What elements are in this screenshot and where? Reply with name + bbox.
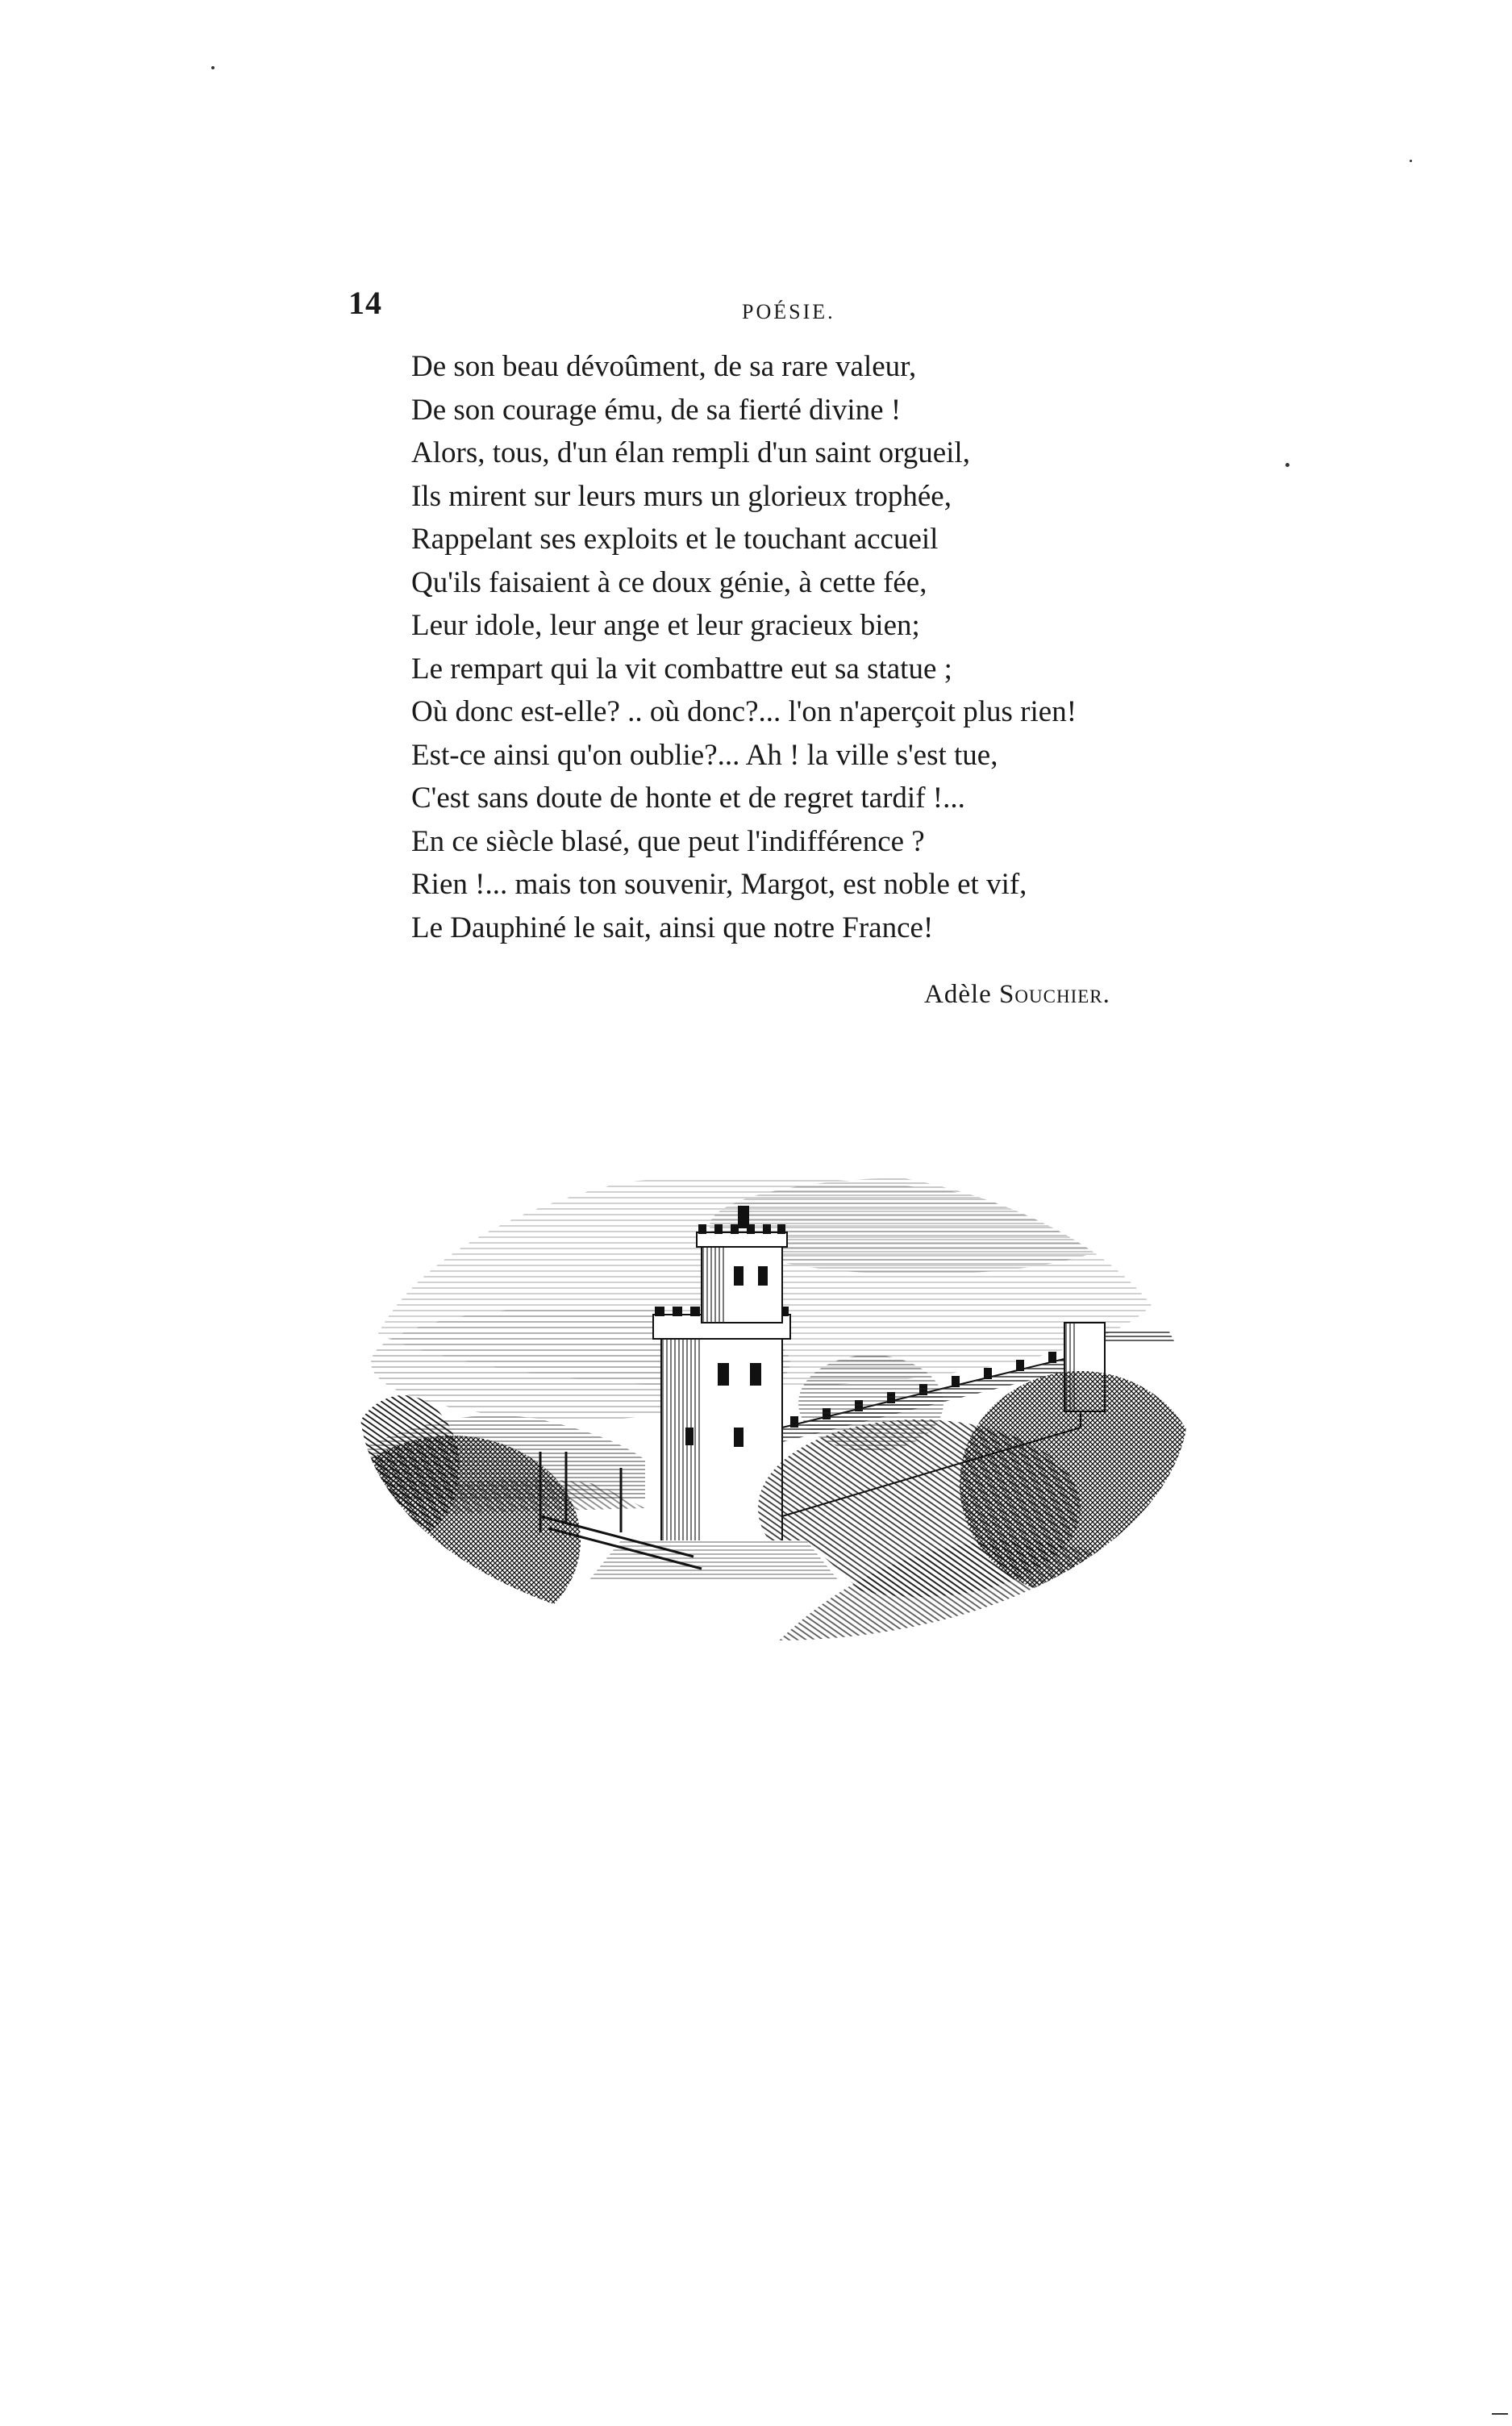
paper-speck [211,66,215,69]
signature-last-name: Souchier. [999,980,1110,1009]
author-signature [924,980,1110,1010]
verse-line: De son courage ému, de sa fierté divine ! [411,393,902,427]
verse-line: Est-ce ainsi qu'on oublie?... Ah ! la ville s'est tue, [411,738,998,772]
castle-engraving-icon [355,1161,1193,1645]
verse-line: Rappelant ses exploits et le touchant accueil [411,523,939,556]
verse-line: De son beau dévoûment, de sa rare valeur, [411,350,917,383]
verse-line: Ils mirent sur leurs murs un glorieux trophée, [411,479,952,513]
page-number: 14 [348,285,382,321]
paper-speck [1285,463,1289,467]
verse-line: Le rempart qui la vit combattre eut sa statue ; [411,652,952,686]
verse-line: En ce siècle blasé, que peut l'indifférence ? [411,824,925,858]
paper-speck [1410,160,1412,162]
verse-line: Rien !... mais ton souvenir, Margot, est noble et vif, [411,868,1027,901]
paper-speck [1492,2413,1508,2415]
poem [411,345,1298,949]
verse-line: Le Dauphiné le sait, ainsi que notre France! [411,911,934,944]
verse-line: C'est sans doute de honte et de regret tardif !... [411,782,965,815]
running-head: POÉSIE. [742,300,835,323]
verse-line: Leur idole, leur ange et leur gracieux bien; [411,609,920,642]
verse-line: Alors, tous, d'un élan rempli d'un saint orgueil, [411,436,970,469]
verse-line: Qu'ils faisaient à ce doux génie, à cette fée, [411,565,927,599]
signature-first-name: Adèle [924,980,1000,1009]
verse-line: Où donc est-elle? .. où donc?... l'on n'aperçoit plus rien! [411,695,1077,728]
